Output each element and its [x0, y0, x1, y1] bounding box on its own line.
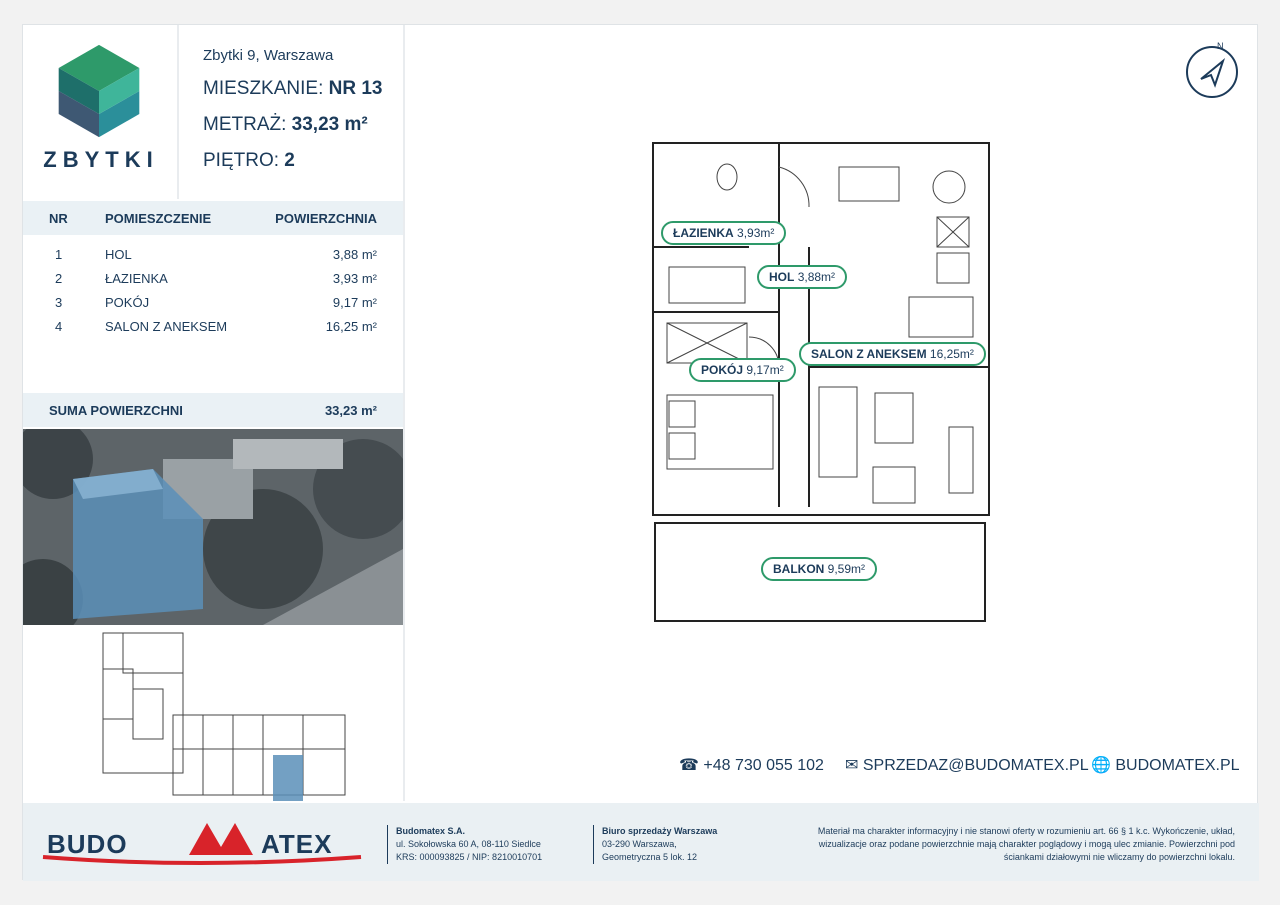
apartment-floor: PIĘTRO: 2	[203, 150, 295, 171]
apartment-number: MIESZKANIE: NR 13	[203, 78, 383, 99]
label-balcony: BALKON 9,59m²	[761, 557, 877, 581]
header-room: POMIESZCZENIE	[105, 211, 212, 226]
building-aerial-photo	[23, 429, 403, 625]
label-hall: HOL 3,88m²	[757, 265, 847, 289]
label-bathroom: ŁAZIENKA 3,93m²	[661, 221, 786, 245]
company-details: Budomatex S.A. ul. Sokołowska 60 A, 08-110 Siedlce KRS: 000093825 / NIP: 8210010701	[387, 825, 542, 864]
mail-icon: ✉	[845, 757, 859, 774]
apartment-sheet	[22, 24, 1258, 880]
office-details: Biuro sprzedaży Warszawa 03-290 Warszawa, Geometryczna 5 lok. 12	[593, 825, 717, 864]
info-panel	[23, 25, 405, 801]
apartment-info	[203, 47, 383, 172]
svg-text:N: N	[1217, 41, 1224, 51]
svg-text:BUDO: BUDO	[47, 829, 128, 859]
aerial-photo-image	[23, 429, 403, 625]
floor-key-plan	[93, 629, 353, 801]
zbytki-logo-icon	[51, 43, 147, 139]
label-salon: SALON Z ANEKSEM 16,25m²	[799, 342, 986, 366]
table-row: 3 POKÓJ 9,17 m²	[55, 295, 377, 310]
web-contact[interactable]: 🌐 BUDOMATEX.PL	[1091, 757, 1240, 774]
disclaimer: Materiał ma charakter informacyjny i nie stanowi oferty w rozumieniu art. 66 § 1 k.c. Wykończenie, układ, wizualizacje oraz podane powierzchnie mają charakter poglądowy i mogą ulec zmianie. Powierzchni pod ściankami działowymi nie wliczamy do powierzchni lokalu.	[817, 826, 1235, 862]
sum-label: SUMA POWIERZCHNI	[49, 403, 183, 418]
sum-value: 33,23 m²	[324, 403, 377, 418]
svg-text:ATEX: ATEX	[261, 829, 333, 859]
footer	[23, 803, 1259, 881]
header-area: POWIERZCHNIA	[275, 211, 377, 226]
label-room: POKÓJ 9,17m²	[689, 358, 796, 382]
globe-icon: 🌐	[1091, 757, 1111, 774]
project-logo	[23, 25, 179, 199]
header-nr: NR	[49, 211, 68, 226]
north-compass-icon	[1183, 41, 1241, 99]
budomatex-logo	[39, 817, 369, 867]
phone-contact[interactable]: ☎ +48 730 055 102	[679, 757, 824, 774]
area-sum	[23, 393, 403, 427]
rooms-table-header	[23, 201, 403, 235]
rooms-table	[23, 243, 403, 339]
table-row: 2 ŁAZIENKA 3,93 m²	[55, 271, 377, 286]
floor-plan	[649, 137, 994, 627]
address: Zbytki 9, Warszawa	[203, 47, 334, 64]
email-contact[interactable]: ✉ SPRZEDAZ@BUDOMATEX.PL	[845, 757, 1089, 774]
phone-icon: ☎	[679, 757, 699, 774]
apartment-area: METRAŻ: 33,23 m²	[203, 114, 368, 135]
project-logo-text: ZBYTKI	[43, 147, 159, 172]
table-row: 1 HOL 3,88 m²	[55, 247, 377, 262]
table-row: 4 SALON Z ANEKSEM 16,25 m²	[55, 319, 377, 334]
